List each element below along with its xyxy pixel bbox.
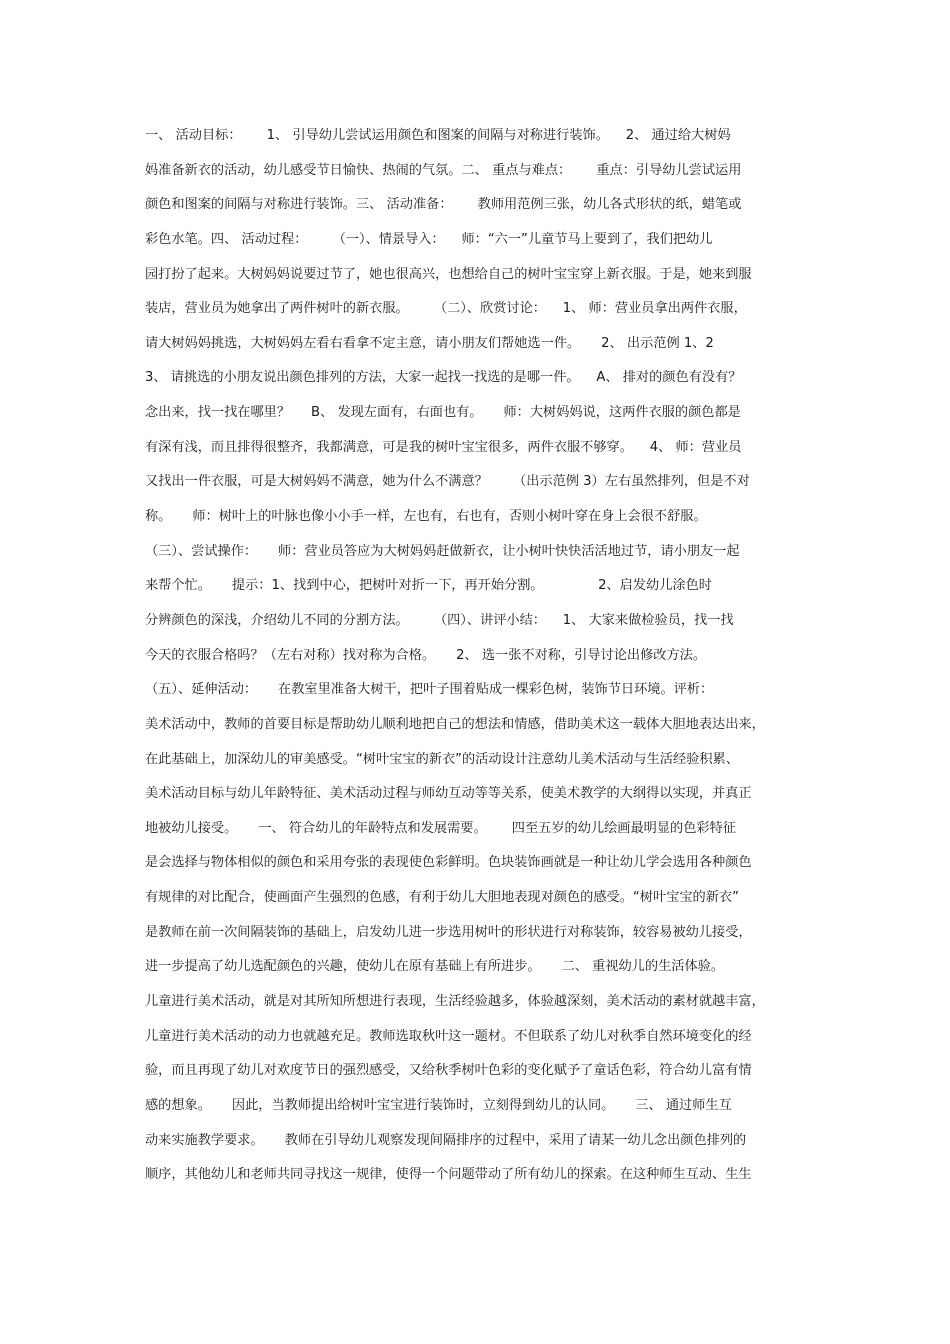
text-line: 进一步提高了幼儿选配颜色的兴趣，使幼儿在原有基础上有所进步。 二、 重视幼儿的生活体验。: [145, 959, 725, 975]
text-line: 有规律的对比配合，使画面产生强烈的色感，有利于幼儿大胆地表现对颜色的感受。“树叶宝宝的新衣”: [145, 890, 739, 906]
text-line: 美术活动目标与幼儿年龄特征、美术活动过程与师幼互动等等关系，使美术教学的大纲得以实现，并真正: [145, 786, 752, 802]
text-line: 在此基础上，加深幼儿的审美感受。“树叶宝宝的新衣”的活动设计注意幼儿美术活动与生活经验积累、: [145, 751, 739, 767]
text-line: 妈准备新衣的活动，幼儿感受节日愉快、热闹的气氛。二、 重点与难点： 重点：引导幼儿尝试运用: [145, 162, 742, 178]
text-line: 美术活动中，教师的首要目标是帮助幼儿顺利地把自己的想法和情感，借助美术这一载体大胆地表达出来，: [145, 716, 765, 732]
text-line: 有深有浅，而且排得很整齐，我都满意，可是我的树叶宝宝很多，两件衣服不够穿。 4、 师：营业员: [145, 439, 742, 455]
text-line: 称。 师：树叶上的叶脉也像小小手一样，左也有，右也有，否则小树叶穿在身上会很不舒服。: [145, 509, 707, 525]
text-line: （五）、延伸活动： 在教室里准备大树干，把叶子围着贴成一棵彩色树，装饰节日环境。评析：: [145, 682, 714, 698]
text-line: 动来实施教学要求。 教师在引导幼儿观察发现间隔排序的过程中，采用了请某一幼儿念出颜色排列的: [145, 1132, 747, 1148]
text-line: 今天的衣服合格吗？（左右对称）找对称为合格。 2、 选一张不对称，引导讨论出修改方法。: [145, 647, 707, 663]
text-line: 园打扮了起来。大树妈妈说要过节了，她也很高兴，也想给自己的树叶宝宝穿上新衣服。于是，她来到服: [145, 266, 752, 282]
text-line: 彩色水笔。四、 活动过程： （一）、情景导入： 师：“六一”儿童节马上要到了，我们把幼儿: [145, 231, 713, 247]
text-line: 儿童进行美术活动的动力也就越充足。教师选取秋叶这一题材。不但联系了幼儿对秋季自然环境变化的经: [145, 1028, 752, 1044]
text-line: 颜色和图案的间隔与对称进行装饰。三、 活动准备： 教师用范例三张，幼儿各式形状的纸，蜡笔或: [145, 197, 742, 213]
text-line: 念出来，找一找在哪里？ B、 发现左面有，右面也有。 师：大树妈妈说，这两件衣服的颜色都是: [145, 405, 741, 421]
document-body: [145, 124, 810, 1198]
text-line: 来帮个忙。 提示：1、找到中心，把树叶对折一下，再开始分割。 2、启发幼儿涂色时: [145, 578, 712, 594]
text-line: 顺序，其他幼儿和老师共同寻找这一规律，使得一个问题带动了所有幼儿的探索。在这种师生互动、生生: [145, 1167, 752, 1183]
text-line: 请大树妈妈挑选，大树妈妈左看右看拿不定主意，请小朋友们帮她选一件。 2、 出示范例 1、2: [145, 335, 714, 351]
text-line: 分辨颜色的深浅，介绍幼儿不同的分割方法。 （四）、讲评小结： 1、 大家来做检验员，找一找: [145, 612, 734, 628]
text-line: 3、 请挑选的小朋友说出颜色排列的方法，大家一起找一找选的是哪一件。 A、 排对的颜色有没有？: [145, 370, 742, 386]
text-line: 是教师在前一次间隔装饰的基础上，启发幼儿进一步选用树叶的形状进行对称装饰，较容易被幼儿接受，: [145, 924, 752, 940]
text-line: 一、 活动目标： 1、 引导幼儿尝试运用颜色和图案的间隔与对称进行装饰。 2、 通过给大树妈: [145, 128, 731, 143]
text-line: 感的想象。 因此，当教师提出给树叶宝宝进行装饰时，立刻得到幼儿的认同。 三、 通过师生互: [145, 1097, 732, 1113]
text-line: 是会选择与物体相似的颜色和采用夸张的表现使色彩鲜明。色块装饰画就是一种让幼儿学会选用各种颜色: [145, 855, 752, 871]
text-line: 装店，营业员为她拿出了两件树叶的新衣服。 （二）、欣赏讨论： 1、 师：营业员拿出两件衣服，: [145, 301, 747, 317]
text-line: 地被幼儿接受。 一、 符合幼儿的年龄特点和发展需要。 四至五岁的幼儿绘画最明显的色彩特征: [145, 820, 736, 836]
text-line: 儿童进行美术活动，就是对其所知所想进行表现，生活经验越多，体验越深刻，美术活动的素材就越丰富，: [145, 994, 765, 1010]
text-line: 又找出一件衣服，可是大树妈妈不满意，她为什么不满意？ （出示范例 3）左右虽然排列，但是不对: [145, 474, 750, 490]
text-line: （三）、尝试操作： 师：营业员答应为大树妈妈赶做新衣，让小树叶快快活活地过节，请小朋友一起: [145, 543, 740, 559]
text-line: 验，而且再现了幼儿对欢度节日的强烈感受，又给秋季树叶色彩的变化赋予了童话色彩，符合幼儿富有情: [145, 1063, 752, 1079]
